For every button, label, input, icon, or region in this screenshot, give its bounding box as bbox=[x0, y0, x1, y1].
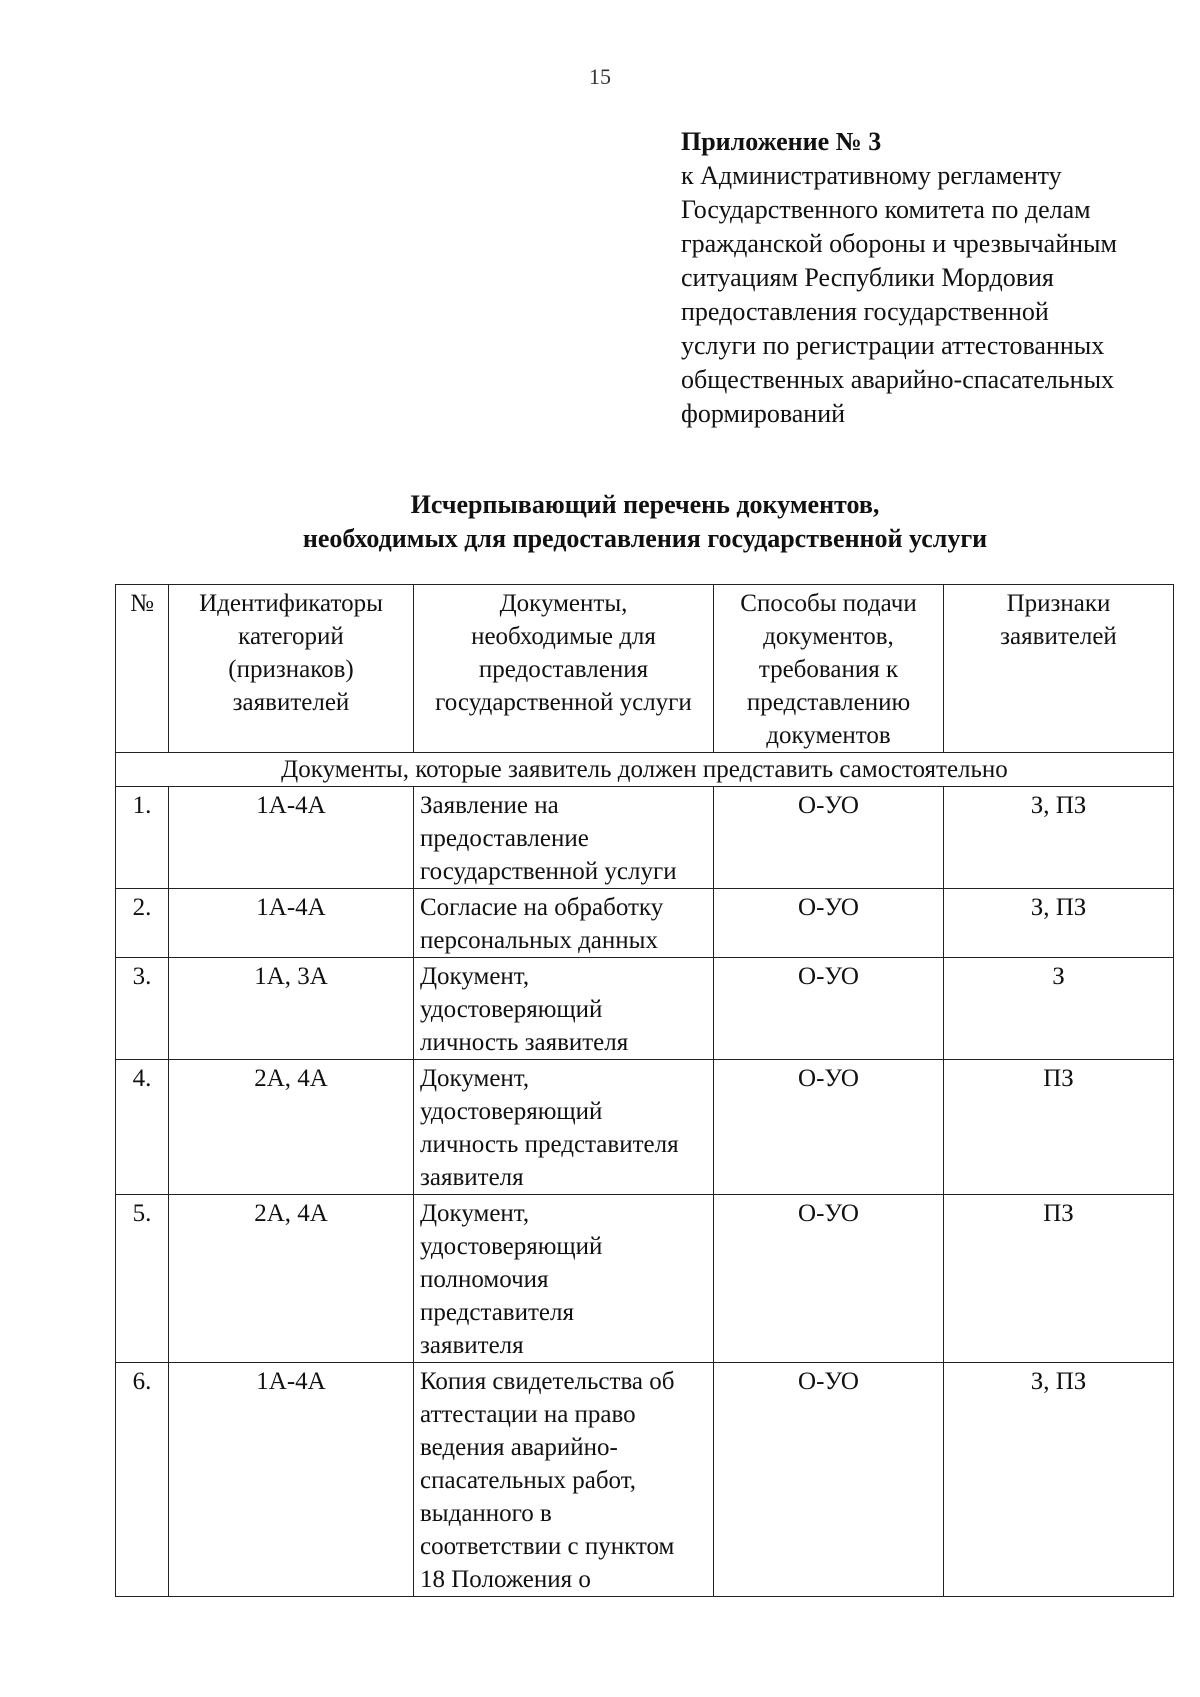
document-title: Исчерпывающий перечень документов, необходимых для предоставления государственной услуги bbox=[302, 490, 988, 553]
table-row bbox=[116, 1363, 1174, 1597]
header-number: № bbox=[116, 585, 169, 753]
header-category-ids: Идентификаторы категорий (признаков) заявителей bbox=[169, 585, 414, 753]
row-number: 4. bbox=[116, 1060, 169, 1195]
row-number: 3. bbox=[116, 958, 169, 1060]
row-document: Документ, удостоверяющий личность представителя заявителя bbox=[414, 1060, 714, 1195]
row-applicant-signs: З, ПЗ bbox=[944, 889, 1174, 958]
row-method: О-УО bbox=[714, 787, 944, 889]
row-method: О-УО bbox=[714, 1195, 944, 1363]
appendix-title: Приложение № 3 bbox=[681, 127, 882, 156]
row-number: 1. bbox=[116, 787, 169, 889]
row-method: О-УО bbox=[714, 1363, 944, 1597]
header-applicant-signs: Признаки заявителей bbox=[944, 585, 1174, 753]
row-applicant-signs: З bbox=[944, 958, 1174, 1060]
row-category-ids: 1А-4А bbox=[169, 1363, 414, 1597]
row-number: 2. bbox=[116, 889, 169, 958]
table-row bbox=[116, 1060, 1174, 1195]
page-number: 15 bbox=[589, 64, 611, 89]
row-applicant-signs: З, ПЗ bbox=[944, 1363, 1174, 1597]
table-row bbox=[116, 958, 1174, 1060]
row-document: Документ, удостоверяющий полномочия представителя заявителя bbox=[414, 1195, 714, 1363]
row-method: О-УО bbox=[714, 958, 944, 1060]
appendix-body: к Административному регламенту Государственного комитета по делам гражданской обороны и чрезвычайным ситуациям Республики Мордовия предоставления государственной услуги по регистрации аттестованных общественных аварийно-спасательных формирований bbox=[681, 161, 1117, 428]
row-document: Согласие на обработку персональных данных bbox=[414, 889, 714, 958]
row-applicant-signs: З, ПЗ bbox=[944, 787, 1174, 889]
row-number: 5. bbox=[116, 1195, 169, 1363]
table-header-row bbox=[116, 585, 1174, 753]
section-row bbox=[116, 753, 1174, 787]
header-documents: Документы, необходимые для предоставления государственной услуги bbox=[414, 585, 714, 753]
row-document: Заявление на предоставление государственной услуги bbox=[414, 787, 714, 889]
row-document: Копия свидетельства об аттестации на право ведения аварийно- спасательных работ, выданного в соответствии с пунктом 18 Положения о bbox=[414, 1363, 714, 1597]
row-category-ids: 2А, 4А bbox=[169, 1060, 414, 1195]
row-method: О-УО bbox=[714, 889, 944, 958]
row-method: О-УО bbox=[714, 1060, 944, 1195]
section-heading: Документы, которые заявитель должен представить самостоятельно bbox=[116, 753, 1174, 787]
table-row bbox=[116, 787, 1174, 889]
documents-table bbox=[115, 584, 1174, 1597]
table-row bbox=[116, 889, 1174, 958]
row-category-ids: 2А, 4А bbox=[169, 1195, 414, 1363]
table-row bbox=[116, 1195, 1174, 1363]
row-number: 6. bbox=[116, 1363, 169, 1597]
header-submission-methods: Способы подачи документов, требования к представлению документов bbox=[714, 585, 944, 753]
appendix-block bbox=[681, 125, 1181, 431]
row-applicant-signs: ПЗ bbox=[944, 1060, 1174, 1195]
row-category-ids: 1А-4А bbox=[169, 787, 414, 889]
row-category-ids: 1А, 3А bbox=[169, 958, 414, 1060]
row-document: Документ, удостоверяющий личность заявителя bbox=[414, 958, 714, 1060]
row-applicant-signs: ПЗ bbox=[944, 1195, 1174, 1363]
row-category-ids: 1А-4А bbox=[169, 889, 414, 958]
